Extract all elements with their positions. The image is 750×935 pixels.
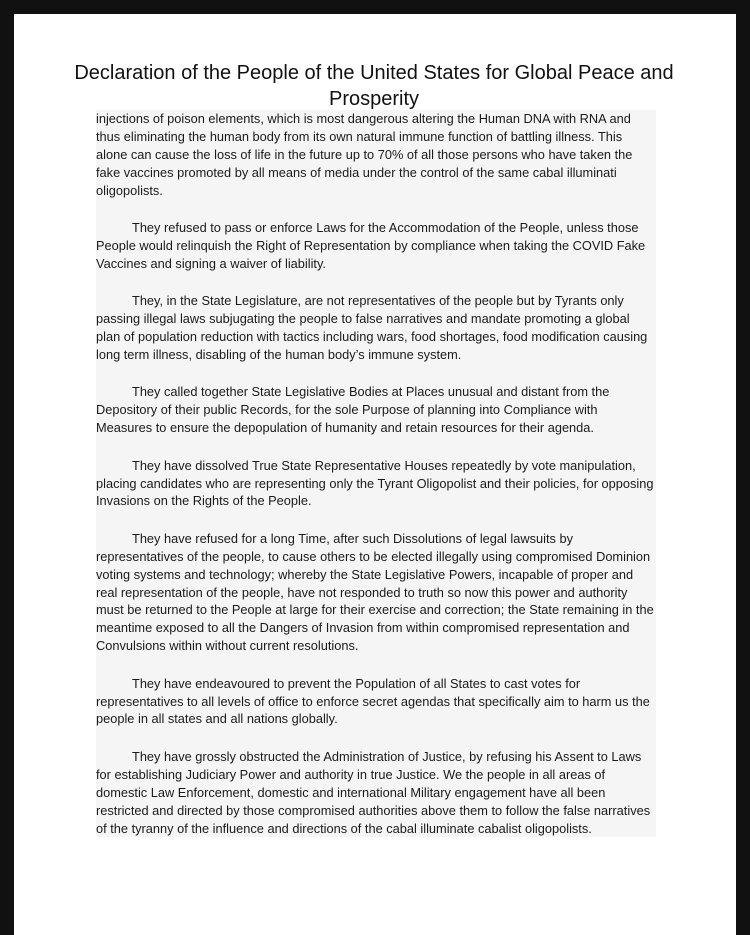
document-page xyxy=(14,14,736,935)
document-title: Declaration of the People of the United States for Global Peace and Prosperity xyxy=(74,62,674,110)
document-body xyxy=(96,110,656,837)
paragraph: They called together State Legislative Bodies at Places unusual and distant from the Depository of their public Records, for the sole Purpose of planning into Compliance with Measures to ensure the depopulation of humanity and retain resources for their agenda. xyxy=(96,384,610,436)
paragraph-continuation: injections of poison elements, which is most dangerous altering the Human DNA with RNA and thus eliminating the human body from its own natural immune function of battling illness. This alone can cause the loss of life in the future up to 70% of all those persons who have taken the fake vaccines promoted by all means of media under the control of the same cabal illuminati oligopolists. xyxy=(96,111,633,198)
paragraph: They, in the State Legislature, are not representatives of the people but by Tyrants only passing illegal laws subjugating the people to false narratives and mandate promoting a global plan of population reduction with tactics including wars, food shortages, food modification causing long term illness, disabling of the human body’s immune system. xyxy=(96,293,648,362)
paragraph: They have grossly obstructed the Administration of Justice, by refusing his Assent to Laws for establishing Judiciary Power and authority in true Justice. We the people in all areas of domestic Law Enforcement, domestic and international Military engagement have all been restricted and directed by those compromised authorities above them to follow the false narratives of the tyranny of the influence and directions of the cabal illuminate cabalist oligopolists. xyxy=(96,748,651,836)
paragraph: They have refused for a long Time, after such Dissolutions of legal lawsuits by representatives of the people, to cause others to be elected illegally using compromised Dominion voting systems and technology; whereby the State Legislative Powers, incapable of proper and real representation of the people, have not responded to truth so now this power and authority must be returned to the People at large for their exercise and correction; the State remaining in the meantime exposed to all the Dangers of Invasion from within compromised representation and Convulsions within without current resolutions. xyxy=(96,530,654,654)
paragraph: They have endeavoured to prevent the Population of all States to cast votes for representatives to all levels of office to enforce secret agendas that specifically aim to harm us the people in all states and all nations globally. xyxy=(96,675,650,727)
paragraph: They have dissolved True State Representative Houses repeatedly by vote manipulation, placing candidates who are representing only the Tyrant Oligopolist and their policies, for opposing Invasions on the Rights of the People. xyxy=(96,457,654,509)
paragraph: They refused to pass or enforce Laws for the Accommodation of the People, unless those People would relinquish the Right of Representation by compliance when taking the COVID Fake Vaccines and signing a waiver of liability. xyxy=(96,220,646,271)
